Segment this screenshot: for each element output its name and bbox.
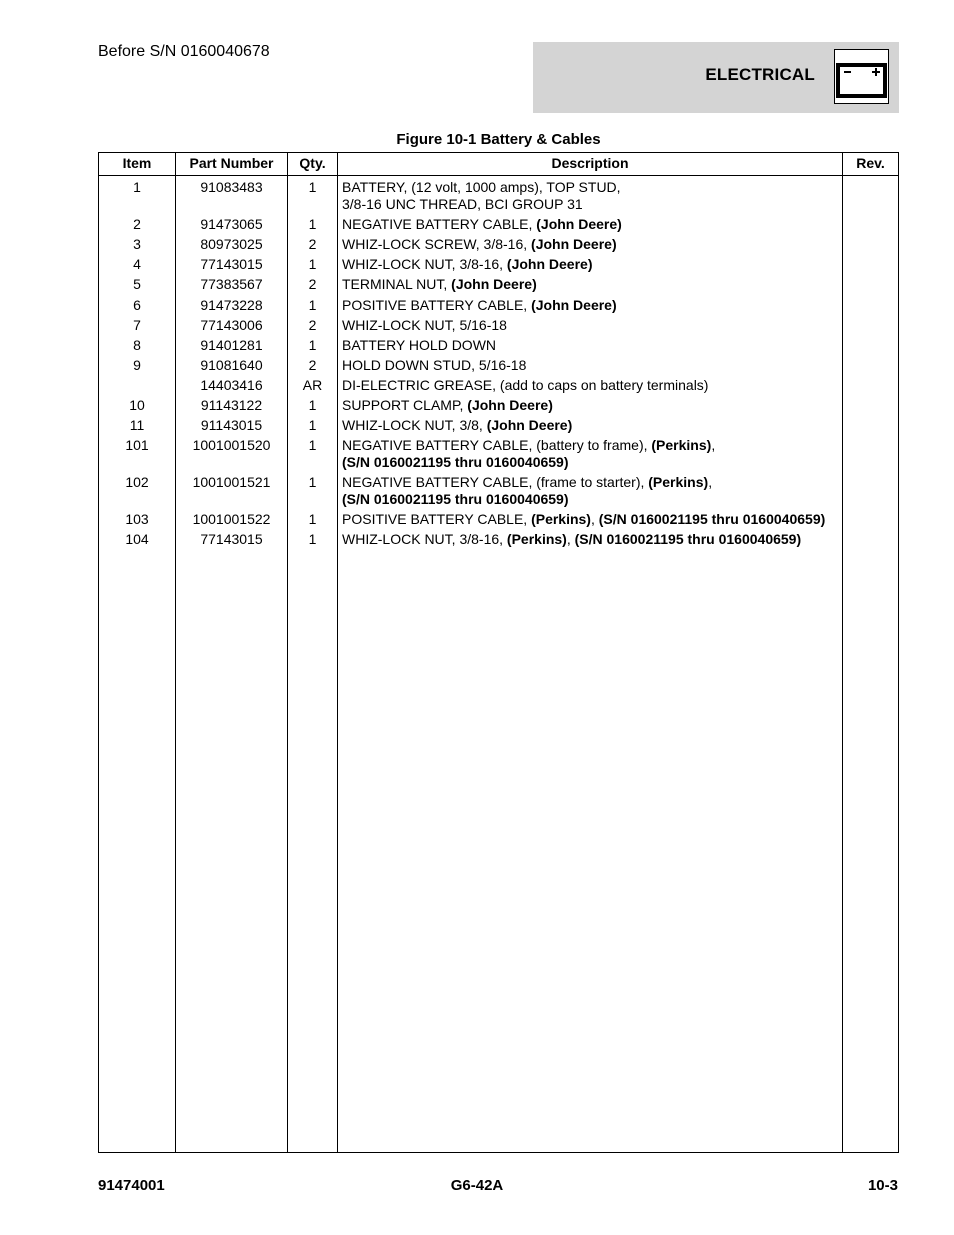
description-text: NEGATIVE BATTERY CABLE,: [342, 216, 537, 232]
description-cell: [342, 236, 842, 253]
table-row: [99, 297, 898, 314]
description-text: WHIZ-LOCK SCREW, 3/8-16,: [342, 236, 532, 252]
description-text: ,: [708, 474, 713, 490]
description-bold-text: (John Deere): [451, 276, 537, 292]
table-row: [99, 511, 898, 528]
part-number-cell: 91473228: [200, 297, 263, 313]
item-cell: 4: [133, 256, 141, 272]
description-bold-text: (S/N 0160021195 thru 0160040659): [598, 511, 826, 527]
description-line: [342, 531, 842, 548]
footer-document-number: 91474001: [98, 1177, 165, 1194]
description-line: [342, 297, 842, 314]
description-bold-text: (John Deere): [536, 216, 622, 232]
column-header-rev: Rev.: [856, 155, 885, 171]
part-number-cell: 1001001522: [192, 511, 271, 527]
table-body: [99, 176, 898, 548]
description-line: [342, 256, 842, 273]
qty-cell: 2: [308, 357, 317, 373]
description-line: [342, 179, 842, 196]
qty-cell: 1: [308, 437, 317, 453]
description-line: [342, 454, 842, 471]
footer-model: G6-42A: [450, 1177, 504, 1194]
description-line: [342, 357, 842, 374]
table-row: [99, 417, 898, 434]
table-row: [99, 216, 898, 233]
part-number-cell: 77143006: [200, 317, 263, 333]
qty-cell: 1: [308, 511, 317, 527]
description-text: 3/8-16 UNC THREAD, BCI GROUP 31: [342, 196, 583, 212]
serial-note: Before S/N 0160040678: [98, 43, 270, 60]
qty-cell: 1: [308, 337, 317, 353]
item-cell: 5: [133, 276, 141, 292]
item-cell: 10: [129, 397, 145, 413]
table-row: [99, 377, 898, 394]
column-header-item: Item: [122, 155, 152, 171]
table-row: [99, 437, 898, 471]
description-line: [342, 236, 842, 253]
description-bold-text: (S/N 0160021195 thru 0160040659): [342, 491, 569, 507]
item-cell: 6: [133, 297, 141, 313]
figure-title: Figure 10-1 Battery & Cables: [396, 131, 601, 148]
description-line: [342, 474, 842, 491]
item-cell: 101: [125, 437, 149, 453]
description-text: BATTERY HOLD DOWN: [342, 337, 497, 353]
table-row: [99, 337, 898, 354]
table-row: [99, 256, 898, 273]
item-cell: 102: [125, 474, 149, 490]
qty-cell: 1: [308, 474, 317, 490]
description-bold-text: (Perkins): [648, 474, 709, 490]
description-text: HOLD DOWN STUD, 5/16-18: [342, 357, 527, 373]
description-cell: [342, 179, 842, 213]
description-text: WHIZ-LOCK NUT, 3/8,: [342, 417, 487, 433]
qty-cell: AR: [302, 377, 323, 393]
table-row: [99, 397, 898, 414]
part-number-cell: 91143122: [200, 397, 263, 413]
parts-table: [98, 152, 899, 1153]
description-line: [342, 196, 842, 213]
part-number-cell: 80973025: [200, 236, 263, 252]
table-row: [99, 474, 898, 508]
description-cell: [342, 474, 842, 508]
description-line: [342, 377, 842, 394]
description-cell: [342, 417, 842, 434]
description-text: ,: [590, 511, 599, 527]
column-header-part-number: Part Number: [189, 155, 274, 171]
description-cell: [342, 337, 842, 354]
description-line: [342, 437, 842, 454]
part-number-cell: 91083483: [200, 179, 263, 195]
part-number-cell: 91143015: [200, 417, 263, 433]
description-cell: [342, 377, 842, 394]
item-cell: 11: [129, 417, 145, 433]
item-cell: 3: [133, 236, 141, 252]
description-line: [342, 397, 842, 414]
item-cell: 9: [133, 357, 141, 373]
description-bold-text: (S/N 0160021195 thru 0160040659): [574, 531, 802, 547]
column-header-qty: Qty.: [299, 155, 326, 171]
table-row: [99, 317, 898, 334]
qty-cell: 1: [308, 417, 317, 433]
part-number-cell: 91473065: [200, 216, 263, 232]
description-line: [342, 511, 842, 528]
description-bold-text: (John Deere): [506, 256, 593, 272]
description-text: POSITIVE BATTERY CABLE,: [342, 511, 532, 527]
qty-cell: 2: [308, 236, 317, 252]
description-line: [342, 417, 842, 434]
qty-cell: 1: [308, 397, 317, 413]
description-bold-text: (John Deere): [467, 397, 553, 413]
item-cell: 103: [125, 511, 149, 527]
description-bold-text: (S/N 0160021195 thru 0160040659): [342, 454, 569, 470]
table-row: [99, 179, 898, 213]
item-cell: 8: [133, 337, 141, 353]
description-cell: [342, 357, 842, 374]
column-header-description: Description: [551, 155, 629, 171]
item-cell: 1: [133, 179, 141, 195]
description-text: ,: [711, 437, 716, 453]
description-text: WHIZ-LOCK NUT, 3/8-16,: [342, 531, 507, 547]
description-text: BATTERY, (12 volt, 1000 amps), TOP STUD,: [342, 179, 621, 195]
description-cell: [342, 297, 842, 314]
footer-page-number: 10-3: [867, 1177, 898, 1194]
item-cell: 104: [125, 531, 149, 547]
description-text: WHIZ-LOCK NUT, 5/16-18: [342, 317, 507, 333]
part-number-cell: 1001001521: [192, 474, 271, 490]
description-bold-text: (Perkins): [506, 531, 567, 547]
description-text: NEGATIVE BATTERY CABLE, (frame to starter),: [342, 474, 649, 490]
description-line: [342, 337, 842, 354]
part-number-cell: 77143015: [200, 531, 263, 547]
description-line: [342, 317, 842, 334]
part-number-cell: 77143015: [200, 256, 263, 272]
description-text: TERMINAL NUT,: [342, 276, 452, 292]
table-row: [99, 357, 898, 374]
qty-cell: 1: [308, 216, 317, 232]
description-cell: [342, 276, 842, 293]
part-number-cell: 91081640: [200, 357, 263, 373]
description-cell: [342, 511, 842, 528]
part-number-cell: 91401281: [200, 337, 263, 353]
qty-cell: 1: [308, 256, 317, 272]
description-cell: [342, 397, 842, 414]
part-number-cell: 14403416: [200, 377, 263, 393]
description-text: POSITIVE BATTERY CABLE,: [342, 297, 532, 313]
description-bold-text: (John Deere): [486, 417, 573, 433]
description-line: [342, 276, 842, 293]
description-text: NEGATIVE BATTERY CABLE, (battery to frame),: [342, 437, 652, 453]
description-cell: [342, 216, 842, 233]
description-text: SUPPORT CLAMP,: [342, 397, 468, 413]
description-cell: [342, 437, 842, 471]
description-bold-text: (John Deere): [531, 297, 617, 313]
description-bold-text: (John Deere): [531, 236, 617, 252]
description-text: ,: [566, 531, 575, 547]
qty-cell: 1: [308, 179, 317, 195]
qty-cell: 2: [308, 276, 317, 292]
description-line: [342, 491, 842, 508]
table-row: [99, 531, 898, 548]
description-text: WHIZ-LOCK NUT, 3/8-16,: [342, 256, 507, 272]
qty-cell: 2: [308, 317, 317, 333]
item-cell: 7: [133, 317, 141, 333]
description-line: [342, 216, 842, 233]
description-bold-text: (Perkins): [651, 437, 712, 453]
section-title: ELECTRICAL: [705, 65, 815, 84]
description-text: DI-ELECTRIC GREASE, (add to caps on battery terminals): [342, 377, 709, 393]
description-cell: [342, 317, 842, 334]
battery-icon: [834, 49, 889, 104]
table-row: [99, 236, 898, 253]
item-cell: 2: [133, 216, 141, 232]
description-bold-text: (Perkins): [531, 511, 591, 527]
table-row: [99, 276, 898, 293]
part-number-cell: 1001001520: [192, 437, 271, 453]
description-cell: [342, 256, 842, 273]
qty-cell: 1: [308, 531, 317, 547]
qty-cell: 1: [308, 297, 317, 313]
description-cell: [342, 531, 842, 548]
section-header: [533, 42, 899, 113]
part-number-cell: 77383567: [200, 276, 263, 292]
